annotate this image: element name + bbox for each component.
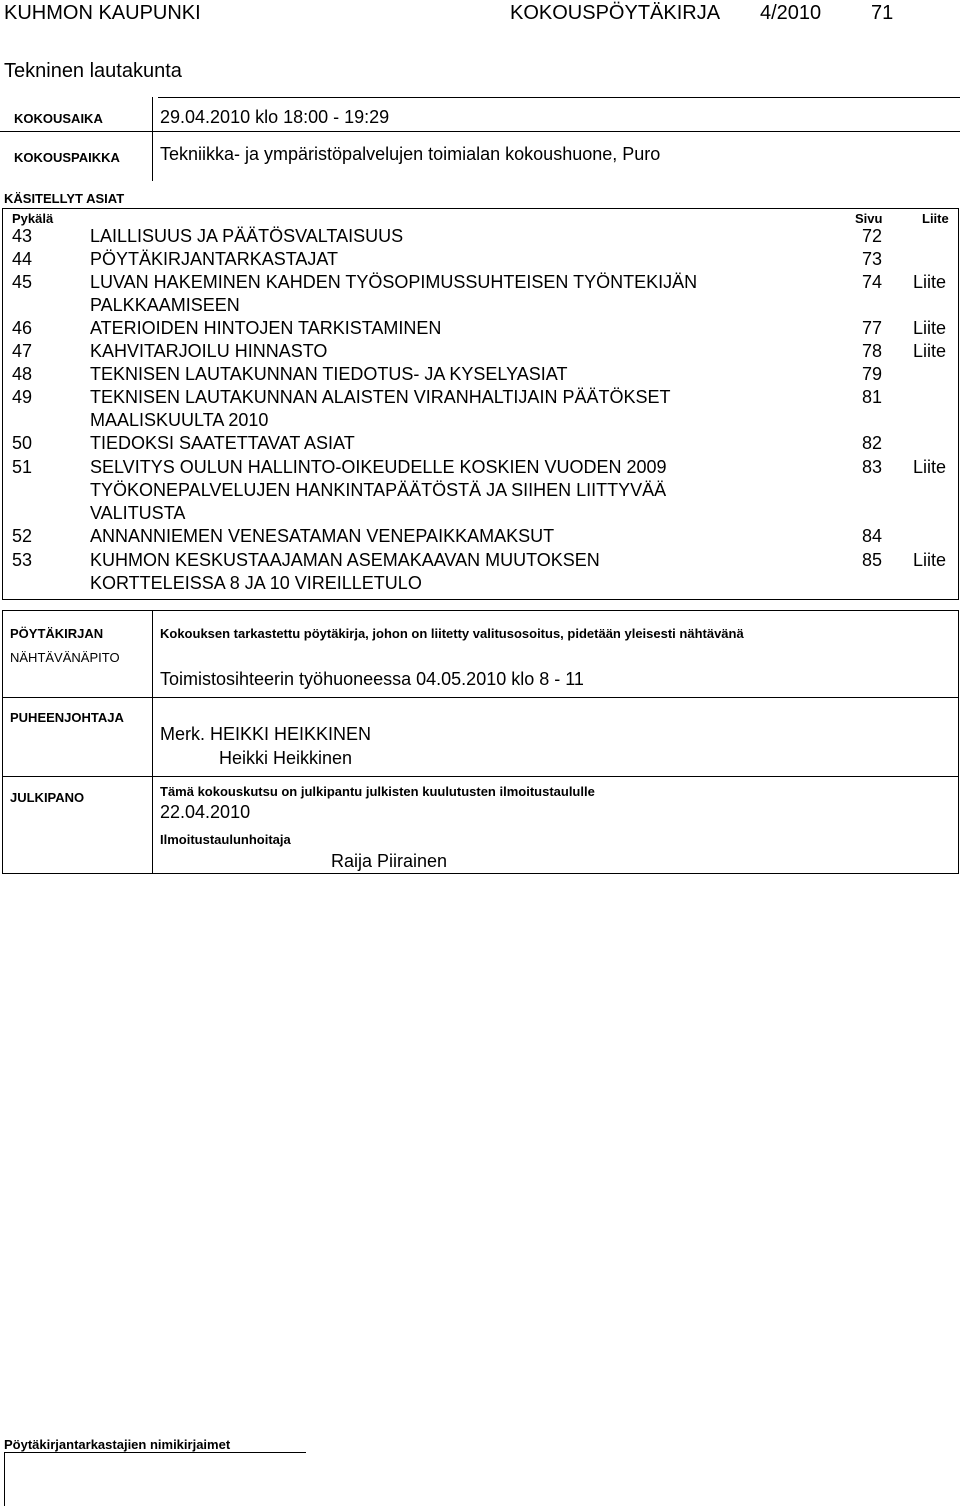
item-page: 85 bbox=[862, 550, 883, 570]
document-type: KOKOUSPÖYTÄKIRJA bbox=[510, 2, 721, 24]
item-page: 82 bbox=[862, 433, 883, 453]
footer-divider-1 bbox=[2, 697, 959, 698]
col-header-section: Pykälä bbox=[12, 211, 54, 226]
item-number: 52 bbox=[12, 526, 33, 546]
chair-label: PUHEENJOHTAJA bbox=[10, 710, 124, 725]
item-number: 50 bbox=[12, 433, 33, 453]
item-number: 47 bbox=[12, 341, 33, 361]
display-label-line2: NÄHTÄVÄNÄPITO bbox=[10, 650, 120, 665]
signatures-left-rule bbox=[4, 1452, 5, 1506]
item-attachment: Liite bbox=[913, 341, 947, 361]
display-label-line1: PÖYTÄKIRJAN bbox=[10, 626, 104, 641]
notice-label: JULKIPANO bbox=[10, 790, 85, 805]
meeting-place-value: Tekniikka- ja ympäristöpalvelujen toimialan kokoushuone, Puro bbox=[160, 144, 661, 164]
item-page: 72 bbox=[862, 226, 883, 246]
footer-divider-2 bbox=[2, 776, 959, 777]
meeting-time-value: 29.04.2010 klo 18:00 - 19:29 bbox=[160, 107, 390, 127]
item-number: 48 bbox=[12, 364, 33, 384]
item-attachment: Liite bbox=[913, 550, 947, 570]
item-page: 73 bbox=[862, 249, 883, 269]
signatures-label: Pöytäkirjantarkastajien nimikirjaimet bbox=[4, 1437, 231, 1452]
signatures-rule bbox=[4, 1452, 306, 1453]
item-attachment: Liite bbox=[913, 272, 947, 292]
item-number: 49 bbox=[12, 387, 33, 407]
item-number: 46 bbox=[12, 318, 33, 338]
item-number: 45 bbox=[12, 272, 33, 292]
item-title: KAHVITARJOILU HINNASTO bbox=[90, 341, 328, 361]
footer-column-rule bbox=[152, 610, 153, 874]
footer-box bbox=[2, 610, 959, 874]
item-page: 77 bbox=[862, 318, 883, 338]
section-title: KÄSITELLYT ASIAT bbox=[4, 191, 125, 206]
item-number: 53 bbox=[12, 550, 33, 570]
item-title: TIEDOKSI SAATETTAVAT ASIAT bbox=[90, 433, 355, 453]
col-header-attachment: Liite bbox=[922, 211, 949, 226]
item-title: TEKNISEN LAUTAKUNNAN TIEDOTUS- JA KYSELYASIAT bbox=[90, 364, 568, 384]
board-keeper-label: Ilmoitustaulunhoitaja bbox=[160, 832, 291, 847]
item-title: ANNANNIEMEN VENESATAMAN VENEPAIKKAMAKSUT bbox=[90, 526, 555, 546]
board-keeper-name: Raija Piirainen bbox=[331, 851, 448, 871]
item-title: SELVITYS OULUN HALLINTO-OIKEUDELLE KOSKIEN VUODEN 2009 TYÖKONEPALVELUJEN HANKINTAPÄÄTÖSTÄ JA SIIHEN LIITTYVÄÄ VALITUSTA bbox=[90, 457, 667, 523]
item-page: 83 bbox=[862, 457, 883, 477]
notice-date: 22.04.2010 bbox=[160, 802, 251, 822]
meeting-time-label: KOKOUSAIKA bbox=[14, 111, 103, 126]
item-title: LUVAN HAKEMINEN KAHDEN TYÖSOPIMUSSUHTEISEN TYÖNTEKIJÄN PALKKAAMISEEN bbox=[90, 272, 698, 315]
item-page: 81 bbox=[862, 387, 883, 407]
item-page: 74 bbox=[862, 272, 883, 292]
item-page: 79 bbox=[862, 364, 883, 384]
organization-name: KUHMON KAUPUNKI bbox=[4, 2, 201, 24]
document-number: 4/2010 bbox=[760, 2, 822, 24]
item-title: TEKNISEN LAUTAKUNNAN ALAISTEN VIRANHALTIJAIN PÄÄTÖKSET MAALISKUULTA 2010 bbox=[90, 387, 671, 430]
item-title: LAILLISUUS JA PÄÄTÖSVALTAISUUS bbox=[90, 226, 404, 246]
item-attachment: Liite bbox=[913, 318, 947, 338]
meeting-column-rule bbox=[152, 97, 153, 181]
item-attachment: Liite bbox=[913, 457, 947, 477]
meeting-top-rule bbox=[158, 97, 960, 98]
meeting-place-label: KOKOUSPAIKKA bbox=[14, 150, 120, 165]
page-number: 71 bbox=[871, 2, 894, 24]
meeting-divider bbox=[0, 131, 960, 132]
item-title: KUHMON KESKUSTAAJAMAN ASEMAKAAVAN MUUTOKSEN KORTTELEISSA 8 JA 10 VIREILLETULO bbox=[90, 550, 600, 593]
item-number: 43 bbox=[12, 226, 33, 246]
display-place: Toimistosihteerin työhuoneessa 04.05.2010 klo 8 - 11 bbox=[160, 669, 584, 689]
col-header-page: Sivu bbox=[855, 211, 883, 226]
notice-text: Tämä kokouskutsu on julkipantu julkisten kuulutusten ilmoitustaululle bbox=[160, 784, 595, 799]
chair-signature: Merk. HEIKKI HEIKKINEN bbox=[160, 724, 372, 744]
committee-name: Tekninen lautakunta bbox=[4, 60, 182, 82]
item-page: 84 bbox=[862, 526, 883, 546]
chair-name: Heikki Heikkinen bbox=[219, 748, 353, 768]
item-number: 44 bbox=[12, 249, 33, 269]
item-title: ATERIOIDEN HINTOJEN TARKISTAMINEN bbox=[90, 318, 442, 338]
item-page: 78 bbox=[862, 341, 883, 361]
item-title: PÖYTÄKIRJANTARKASTAJAT bbox=[90, 249, 339, 269]
display-text: Kokouksen tarkastettu pöytäkirja, johon on liitetty valitusosoitus, pidetään yleisesti nähtävänä bbox=[160, 626, 744, 641]
item-number: 51 bbox=[12, 457, 33, 477]
